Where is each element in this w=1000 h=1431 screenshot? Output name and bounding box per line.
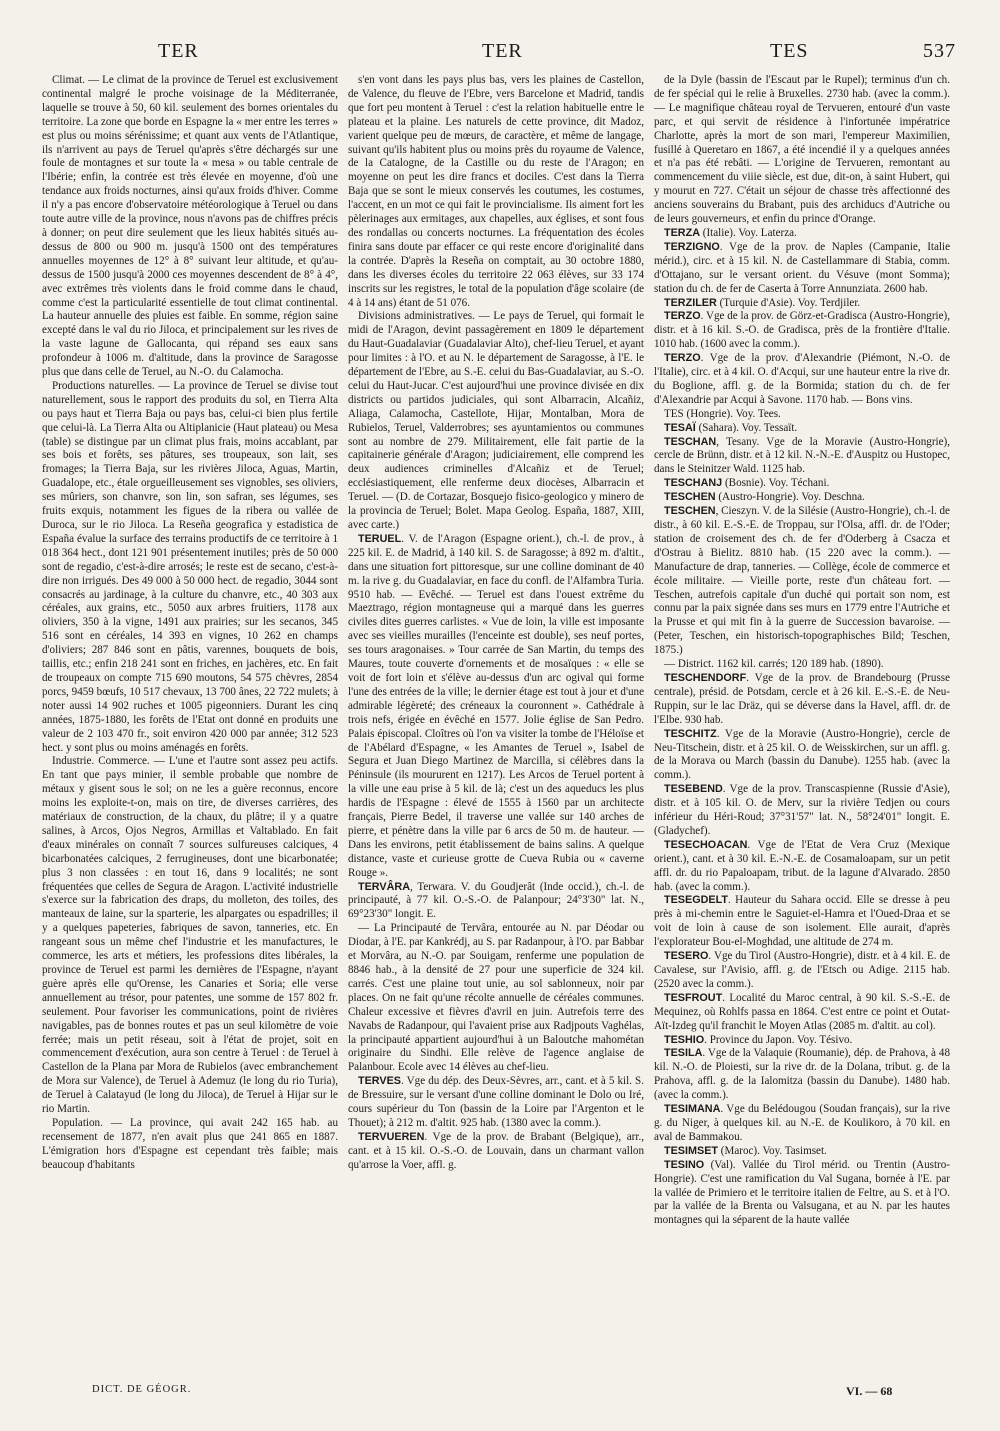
- page-number: 537: [923, 40, 956, 62]
- entry-headword: TERZA: [664, 226, 700, 239]
- entry-headword: TESFROUT: [664, 991, 723, 1004]
- text-paragraph: Population. — La province, qui avait 242 165 hab. au recensement de 1877, n'en avait plus que 241 865 en 1887. L'émigration hors d'Espagne est cependant très faible; mais beaucoup d'habitants: [42, 1116, 338, 1171]
- footer-signature: DICT. DE GÉOGR.: [92, 1384, 192, 1395]
- text-paragraph: — La Principauté de Tervâra, entourée au N. par Déodar ou Diodar, à l'E. par Kankrédj, au S. par Radanpour, à l'O. par Babbar et Morvâra, au N.-O. par Souigam, renferme une population de 8846 hab., à la densité de 27 pour une superficie de 324 kil. carrés. C'est une plaine tout unie, au sol sablonneux, noir par places. On ne fait qu'une récolte annuelle de céréales communes. Chaleur excessive et fièvres d'avril en juin. Autrefois terre des Navabs de Radanpour, qui l'avaient prise aux Radjpouts Vaghélas, la principauté appartient aujourd'hui à un Baloutche mahométan originaire du Sindhi. Elle relève de l'agence anglaise de Palanbour. Ecole avec 14 élèves au chef-lieu.: [348, 922, 644, 1074]
- text-paragraph: TERZILER (Turquie d'Asie). Voy. Terdjiler.: [664, 296, 861, 309]
- entry-headword: TESCHEN: [664, 491, 716, 504]
- entry-headword: TERVES: [358, 1075, 402, 1088]
- text-paragraph: TERZA (Italie). Voy. Laterza.: [664, 226, 797, 239]
- page-footer: [0, 1384, 1000, 1408]
- text-paragraph: TESIMANA. Vge du Belédougou (Soudan français), sur la rive g. du Niger, à quelques kil. au N.-E. de Koulikoro, à 70 kil. en aval de Bammakou.: [654, 1103, 950, 1143]
- column-1: [42, 74, 338, 1374]
- entry-headword: TESEBEND: [664, 783, 723, 796]
- entry-headword: TERVÂRA: [358, 880, 410, 893]
- header-right-word: TES: [770, 40, 809, 62]
- text-columns: [42, 74, 962, 1374]
- text-paragraph: — District. 1162 kil. carrés; 120 189 hab. (1890).: [664, 658, 884, 671]
- entry-headword: TERZIGNO: [664, 240, 720, 253]
- entry-headword: TESAÏ: [664, 421, 696, 434]
- text-paragraph: TESCHENDORF. Vge de la prov. de Brandebourg (Prusse centrale), présid. de Potsdam, cercle et à 26 kil. E.-S.-E. de Neu-Ruppin, sur le lac Dräz, qui se déverse dans la Havel, affl. dr. de l'Elbe. 930 hab.: [654, 671, 950, 726]
- entry-headword: TESHIO: [664, 1033, 705, 1046]
- text-paragraph: TERZO. Vge de la prov. de Görz-et-Gradisca (Austro-Hongrie), distr. et à 16 kil. S.-O. de Gradisca, près de la frontière d'Italie. 1010 hab. (1600 avec la comm.).: [654, 310, 950, 351]
- text-paragraph: TERVÂRA, Terwara. V. du Goudjerât (Inde occid.), ch.-l. de principauté, à 77 kil. O.-S.-O. de Palanpour; 24°3'30" lat. N., 69°23'30" longit. E.: [348, 880, 644, 921]
- text-paragraph: TESIMSET (Maroc). Voy. Tasimset.: [664, 1144, 827, 1157]
- entry-headword: TESINO: [664, 1158, 705, 1171]
- text-paragraph: TERVUEREN. Vge de la prov. de Brabant (Belgique), arr., cant. et à 15 kil. O.-S.-O. de Louvain, dans un charmant vallon qu'arrose la Voer, affl. g.: [348, 1130, 644, 1171]
- entry-headword: TESCHANJ: [664, 477, 723, 490]
- running-header: [40, 40, 960, 70]
- text-paragraph: s'en vont dans les pays plus bas, vers les plaines de Castellon, de Valence, du fleuve de l'Ebre, vers Barcelone et Madrid, tandis que fort peu montent à Teruel : c'est la relation habituelle entre le plateau et la plaine. Les naturels de cette province, dit Madoz, varient quelque peu de mœurs, de caractère, et même de langage, suivant qu'ils habitent plus ou moins près du royaume de Valence, de la Catalogne, de la Castille ou du reste de l'Aragon; en moyenne on peut les dire francs et dociles. C'est dans la Tierra Baja que se sont le mieux conservés les coutumes, les costumes, l'accent, en un mot ce qui fait le provincialisme. Ils aiment fort les pèlerinages aux ermitages, aux chapelles, aux églises, et sont fous des rondallas ou concerts nocturnes. La fréquentation des écoles finira sans doute par effacer ce qui reste encore d'originalité dans la contrée. D'après la Reseña on comptait, au 30 octobre 1880, dans les diverses écoles du territoire 22 063 élèves, sur 33 174 inscrits sur les registres, le total de la population d'âge scolaire (de 4 à 14 ans) étant de 51 076.: [348, 74, 644, 309]
- text-paragraph: TESECHOACAN. Vge de l'Etat de Vera Cruz (Mexique orient.), cant. et à 30 kil. E.-N.-E. de Cosamaloapam, sur un petit affl. dr. du rio Papaloapam, tribut. de la lagune d'Alvarado. 2850 hab. (avec la comm.).: [654, 838, 950, 893]
- column-3: [654, 74, 950, 1374]
- header-center-word: TER: [482, 40, 523, 62]
- text-paragraph: Climat. — Le climat de la province de Teruel est exclusivement continental malgré le proche voisinage de la Méditerranée, laquelle se trouve à 50, 60 kil. seulement des bornes orientales du territoire. La zone que borde en Espagne la « mer entre les terres » est plus ou moins sérénissime; et quant aux vents de l'Atlantique, ils n'arrivent au pays de Teruel qu'après s'être déchargés sur une foule de montagnes et sur toute la « mesa » ou table centrale de l'Ibérie; enfin, la contrée est très élevée en moyenne, d'où une tendance aux froids nocturnes, ainsi qu'aux froids d'hiver. Comme il n'y a pas encore d'observatoire météorologique à Teruel ou dans toute autre ville de la province, nous n'avons pas de chiffres précis à donner; on peut dire seulement que les lieux habités situés au-dessus de 800 ou 900 m. jusqu'à 1500 ont des températures annuelles moyennes de 12° à 8° suivant leur altitude, et qu'au-dessus de 1500 jusqu'à 2000 ces moyennes descendent de 8° à 4°, avec extrêmes très violents dans le froid comme dans le chaud, comme c'est la particularité essentielle de tout climat continental. La hauteur annuelle des pluies est faible. En somme, région saine excepté dans le val du rio Jiloca, et principalement sur les rives de la vaste lagune de Gallocanta, qui répand ses eaux sans profondeur à 1006 m. d'altitude, dans la province de Saragosse plus que dans celle de Teruel, au N.-O. du Calamocha.: [42, 74, 338, 379]
- text-paragraph: TERVES. Vge du dép. des Deux-Sèvres, arr., cant. et à 5 kil. S. de Bressuire, sur le versant d'une colline dominant le Dolo ou Iré, cours supérieur du Ton (bassin de la Loire par l'Argenton et le Thouet); à 212 m. d'altit. 925 hab. (1380 avec la comm.).: [348, 1075, 644, 1129]
- text-paragraph: TESAÏ (Sahara). Voy. Tessaït.: [664, 421, 798, 434]
- entry-headword: TESILA: [664, 1047, 703, 1060]
- entry-headword: TESIMSET: [664, 1144, 718, 1157]
- entry-headword: TERVUEREN: [358, 1130, 425, 1143]
- header-left-word: TER: [158, 40, 199, 62]
- text-paragraph: Productions naturelles. — La province de Teruel se divise tout naturellement, sous le rapport des produits du sol, en Tierra Alta ou pays haut et Tierra Baja ou pays bas, celui-ci bien plus fertile que celui-là. La Tierra Alta ou Altiplanicie (Haut plateau) ou Mesa (table) se distingue par un climat plus frais, moins accablant, par ses bois et forêts, ses pâtures, ses troupeaux, son lait, ses fromages; la Tierra Baja, sur les rivières Jiloca, Aguas, Martin, Guadalope, etc., étale orgueilleusement ses vignobles, ses oliviers, ses mûriers, son chanvre, son lin, son safran, ses légumes, ses fruits exquis, notamment les figues de la ribera ou vallée de Duroca, sur le rio Jiloca. La Reseña geografica y estadistica de España évalue la surface des terrains productifs de ce territoire à 1 018 364 hect., dont 121 901 présentement inutiles; près de 50 000 sont de regadio, c'est-à-dire arrosés; le reste est de secano, c'est-à-dire non irrigués. Des 49 000 à 50 000 hect. de regadio, 3044 sont consacrés au jardinage, à la culture du chanvre, etc., 40 303 aux céréales, aux grains, etc., 5050 aux arbres fruitiers, 1178 aux oliviers, 350 à la vigne, 1491 aux prairies; sur les secanos, 345 516 sont en céréales, 14 393 en vignes, 10 262 en champs d'oliviers; 287 846 sont en pâtis, varennes, bouquets de bois, taillis, etc.; enfin 218 241 sont en friches, en jachères, etc. En fait de troupeaux on compte 715 690 moutons, 54 575 chèvres, 2854 porcs, 9459 bœufs, 10 517 chevaux, 13 700 ânes, 22 722 mulets; à noter aussi 14 902 ruches et 1005 pigeonniers. Durant les cinq années, 1875-1880, les forêts de l'Etat ont donné en produits une valeur de 2 103 470 fr., soit environ 420 000 par année; 312 523 hect. y sont plus ou moins aménagés en forêts.: [42, 379, 338, 754]
- text-paragraph: de la Dyle (bassin de l'Escaut par le Rupel); terminus d'un ch. de fer spécial qui le relie à Bruxelles. 2730 hab. (avec la comm.). — Le magnifique château royal de Tervueren, entouré d'un vaste parc, et qui servit de résidence à l'infortunée impératrice Charlotte, après la mort de son mari, l'empereur Maximilien, fusillé à Queretaro en 1867, a été incendié il y a quelques années et n'a pas été rebâti. — L'origine de Tervueren, remontant au commencement du viiie siècle, est due, dit-on, à saint Hubert, qui y mourut en 727. C'était un séjour de chasse très affectionné des anciens souverains du Brabant, puis des archiducs d'Autriche ou de leurs gouverneurs, et enfin du prince d'Orange.: [654, 74, 950, 226]
- text-paragraph: TESEGDELT. Hauteur du Sahara occid. Elle se dresse à peu près à mi-chemin entre le Saguiet-el-Hamra et l'Oued-Draa et se voit de loin à cause de son isolement. Elle aurait, d'après l'explorateur Bou-el-Moghdad, une altitude de 274 m.: [654, 894, 950, 949]
- entry-headword: TESCHENDORF: [664, 671, 747, 684]
- column-2: [348, 74, 644, 1374]
- entry-headword: TESERO: [664, 950, 709, 963]
- text-paragraph: Divisions administratives. — Le pays de Teruel, qui formait le midi de l'Aragon, devint passagèrement en 1809 le département du Haut-Guadalaviar (Guadalaviar Alto), chef-lieu Teruel, et ayant pour limites : à l'O. et au N. le département de Saragosse, à l'E. le département de l'Ebre, au S.-E. celui du Bas-Guadalaviar, au S.-O. celui du Haut-Jucar. C'est aujourd'hui une province divisée en dix districts ou partidos judiciales, qui sont Albarracin, Alcañiz, Aliaga, Calamocha, Castellote, Hijar, Montalban, Mora de Rubielos, Teruel, Valderrobres; ses ayuntamientos ou communes sont au nombre de 279. Militairement, elle fait partie de la capitainerie générale d'Aragon; judiciairement, elle comprend les deux audiences criminelles d'Alcañiz et de Teruel; ecclésiastiquement, elle renferme deux diocèses, Albarracin et Teruel. — (D. de Cortazar, Bosquejo fisico-geologico y minero de la provincia de Teruel; Bolet. Mapa Geolog. España, 1887, XIII, avec carte.): [348, 310, 644, 531]
- text-paragraph: TES (Hongrie). Voy. Tees.: [664, 407, 781, 420]
- entry-headword: TESIMANA: [664, 1103, 721, 1116]
- entry-headword: TESECHOACAN: [664, 838, 748, 851]
- text-paragraph: TESINO (Val). Vallée du Tirol mérid. ou Trentin (Austro-Hongrie). C'est une ramification du Val Sugana, bornée à l'E. par la vallée de Primiero et le territoire italien de Feltre, au S. et à l'O. par la vallée de la Brenta ou Valsugana, et au N. par les hautes montagnes qui la séparent de la haute vallée: [654, 1158, 950, 1227]
- entry-headword: TESCHAN: [664, 435, 717, 448]
- text-paragraph: TESFROUT. Localité du Maroc central, à 90 kil. S.-S.-E. de Mequinez, où Rohlfs passa en 1864. C'est entre ce point et Outat-Aït-Izdeg qu'il franchit le Moyen Atlas (2085 m. d'altit. au col).: [654, 991, 950, 1032]
- text-paragraph: TESHIO. Province du Japon. Voy. Tésivo.: [664, 1033, 853, 1046]
- text-paragraph: Industrie. Commerce. — L'une et l'autre sont assez peu actifs. En tant que pays minier, il semble probable que nombre de métaux y gisent sous le sol; on ne les a guère reconnus, encore moins les exploite-t-on, mais on tire, de diverses carrières, des matériaux de construction, de la chaux, du plâtre; il y a quatre salines, à Arcos, Ojos Negros, Armillas et Valtablado. En fait d'eaux minérales on connaît 7 sources sulfureuses calciques, 4 bicarbonatées calciques, 2 ferrugineuses, dont une bicarbonatée; plus 3 non classées : en tout 16, dans 9 localités; ne sont fréquentées que celles de Segura de Aragon. L'activité industrielle s'exerce sur la fabrication des draps, du molleton, des toiles, des manteaux de laine, sur la sparterie, les alpargates ou espadrilles; il y a quelques papeteries, fabriques de savon, tanneries, etc. En rangeant sous un même chef l'industrie et les manufactures, le commerce, les arts et métiers, les professions dites libérales, la province de Teruel est parmi les dernières de l'Espagne, n'ayant guère après elle qu'Orense, les Canaries et Soria; elle verse annuellement au trésor, pour patentes, une somme de 157 802 fr. seulement. Pour favoriser les communications, point de rivières navigables, pas de bonnes routes et pas un seul kilomètre de voie ferrée; mais un petit réseau, soit à l'état de projet, soit en commencement d'exécution, aura son centre à Teruel : de Teruel à Castellon de la Plana par Mora de Rubielos (avec embranchement de Mora sur Valence), de Teruel à Ademuz (le long du rio Turia), de Teruel à Calatayud (le long du Jiloca), de Teruel à Hijar sur le rio Martin.: [42, 755, 338, 1116]
- entry-headword: TESCHEN: [664, 505, 716, 518]
- text-paragraph: TESCHEN (Austro-Hongrie). Voy. Deschna.: [664, 491, 865, 504]
- footer-volume-sheet: VI. — 68: [846, 1384, 893, 1398]
- entry-headword: TERZO: [664, 310, 701, 323]
- text-paragraph: TESEBEND. Vge de la prov. Transcaspienne (Russie d'Asie), distr. et à 105 kil. O. de Merv, sur la rivière Tedjen ou cours inférieur du Héri-Roud; 37°31'57" lat. N., 58°24'01" longit. E. (Gladychef).: [654, 783, 950, 837]
- text-paragraph: TESILA. Vge de la Valaquie (Roumanie), dép. de Prahova, à 48 kil. N.-O. de Ploiesti, sur la rive dr. de la Dolana, tribut. g. de la Prahova, affl. g. de la Ialomitza (bassin du Danube). 1480 hab. (avec la comm.).: [654, 1047, 950, 1102]
- text-paragraph: TERUEL. V. de l'Aragon (Espagne orient.), ch.-l. de prov., à 225 kil. E. de Madrid, à 140 kil. S. de Saragosse; à 892 m. d'altit., dans une situation fort pittoresque, sur une colline dominant de 40 m. la rive g. du Guadalaviar, en face du confl. de l'Alfambra Turia. 9510 hab. — Evêché. — Teruel est dans l'ouest extrême du Maeztrago, région montagneuse qui a marqué dans les guerres civiles dites guerres carlistes. « Vue de loin, la ville est imposante avec ses vieilles murailles (l'enceinte est double), ses neuf portes, ses tours aragonaises. » Tour carrée de San Martin, du temps des Maures, toute couverte d'ornements et de mosaïques : « elle se voit de fort loin et s'élève au-dessus d'un arc ogival qui forme l'une des entrées de la ville; le dernier étage est tout à jour et d'une admirable légèreté; des créneaux la couronnent ». Cathédrale à trois nefs, érigée en évêché en 1577. Jolie église de San Pedro. Palais épiscopal. Cloîtres où l'on va visiter la tombe de l'Héloïse et de l'Abélard d'Espagne, « les Amantes de Teruel », Isabel de Segura et Juan Diego Martinez de Marcilla, si célèbres dans la Péninsule (ils moururent en 1217). Les Arcos de Teruel portent à la ville une eau prise à 5 kil. de là; c'est un des aqueducs les plus hardis de l'Espagne : élevé de 1555 à 1560 par un architecte français, Pierre Bedel, il traverse une vallée sur 140 arches de pierre, et pénètre dans la ville par 6 arcs de 50 m. de hauteur. — Dans les environs, petit établissement de bains salins. A quelque distance, vaste et curieuse grotte de Cueva Rubia ou « caverne Rouge ».: [348, 532, 644, 879]
- text-paragraph: TESERO. Vge du Tirol (Austro-Hongrie), distr. et à 4 kil. E. de Cavalese, sur l'Avisio, affl. g. de l'Etsch ou Adige. 2115 hab. (2520 avec la comm.).: [654, 950, 950, 990]
- text-paragraph: TERZIGNO. Vge de la prov. de Naples (Campanie, Italie mérid.), circ. et à 15 kil. N. de Castellammare di Stabia, comm. d'Ottajano, sur le versant orient. du Vésuve (mont Somma); station du ch. de fer de Caserta à Torre Annunziata. 2600 hab.: [654, 240, 950, 295]
- text-paragraph: TESCHEN, Cieszyn. V. de la Silésie (Austro-Hongrie), ch.-l. de distr., à 60 kil. E.-S.-E. de Troppau, sur l'Olsa, affl. dr. de l'Oder; station de croisement des ch. de fer d'Oderberg à Csacza et d'Ostrau à Bielitz. 8810 hab. (15 220 avec la comm.). — Manufacture de drap, tanneries. — Collège, école de commerce et école militaire. — Vieille porte, reste d'un château fort. — Teschen, autrefois capitale d'un duché qui portait son nom, est connu par la paix signée dans ses murs en 1779 entre l'Autriche et la Prusse et qui mit fin à la guerre de Succession bavaroise. — (Peter, Teschen, ein historisch-topographisches Bild; Teschen, 1875.): [654, 505, 950, 657]
- text-paragraph: TESCHANJ (Bosnie). Voy. Téchani.: [664, 477, 830, 490]
- text-paragraph: TERZO. Vge de la prov. d'Alexandrie (Piémont, N.-O. de l'Italie), circ. et à 4 kil. O. d'Acqui, sur une hauteur entre la rive dr. du Boglione, affl. g. de la Bormida; station du ch. de fer d'Alexandrie par Acqui à Savone. 1170 hab. — Bons vins.: [654, 352, 950, 406]
- entry-headword: TESEGDELT: [664, 894, 728, 907]
- text-paragraph: TESCHAN, Tesany. Vge de la Moravie (Austro-Hongrie), cercle de Brünn, distr. et à 12 kil. N.-N.-E. d'Auspitz ou Hustopec, dans le Steinitzer Wald. 1125 hab.: [654, 435, 950, 476]
- text-paragraph: TESCHITZ. Vge de la Moravie (Austro-Hongrie), cercle de Neu-Titschein, distr. et à 25 kil. O. de Weisskirchen, sur un affl. g. de la Morava ou March (bassin du Danube). 1255 hab. (avec la comm.).: [654, 727, 950, 782]
- entry-headword: TESCHITZ: [664, 727, 717, 740]
- entry-headword: TERUEL: [358, 532, 402, 545]
- entry-headword: TERZILER: [664, 296, 717, 309]
- entry-headword: TERZO: [664, 352, 701, 365]
